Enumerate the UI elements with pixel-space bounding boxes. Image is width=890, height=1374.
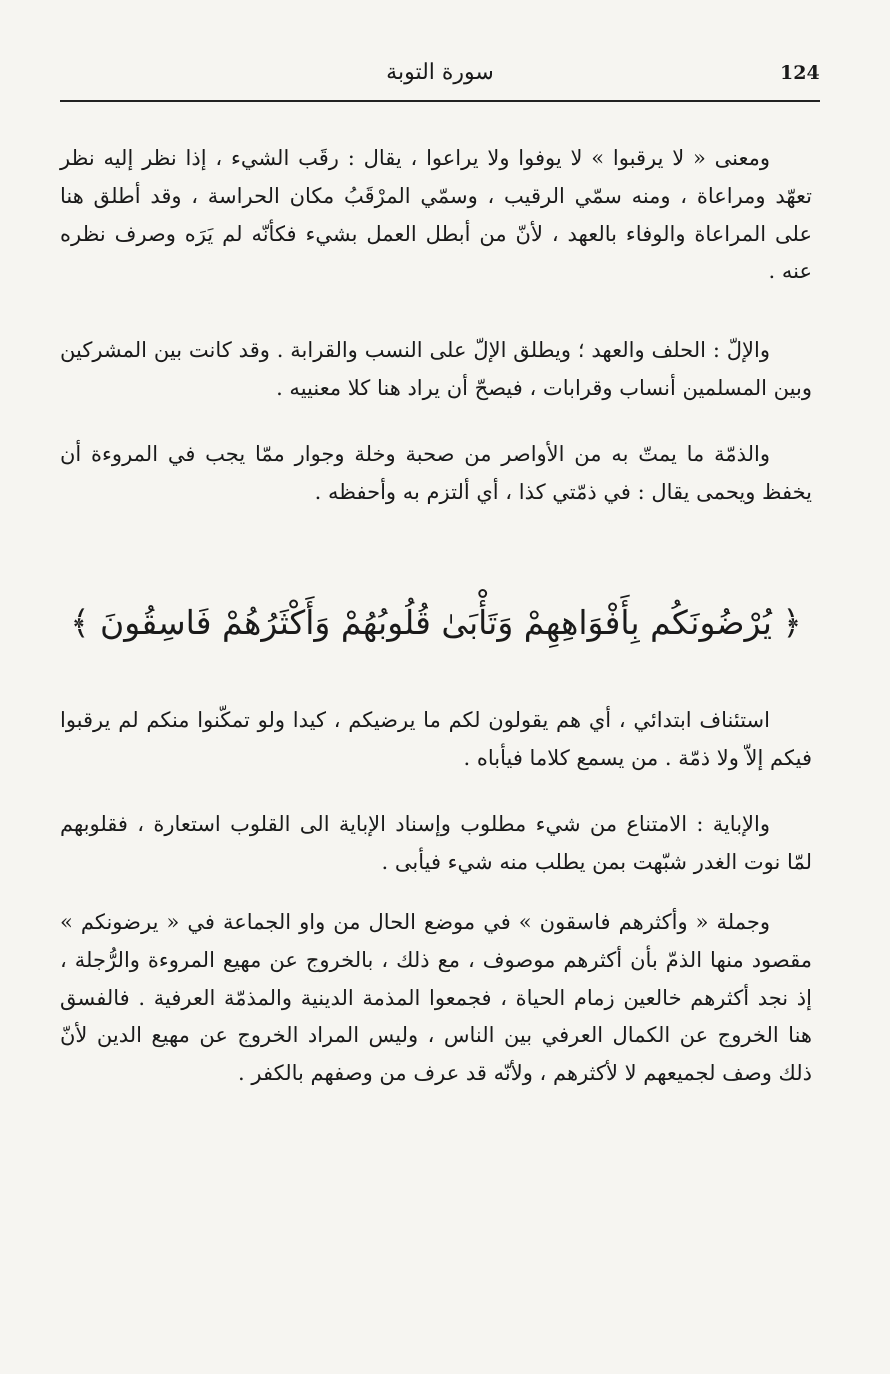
paragraph-jumla bbox=[60, 904, 812, 1093]
quran-verse: ﴿ يُرْضُونَكُم بِأَفْوَاهِهِمْ وَتَأْبَىٰ قُلُوبُهُمْ وَأَكْثَرُهُمْ فَاسِقُونَ ﴾ bbox=[70, 603, 802, 642]
paragraph-text: استئناف ابتدائي ، أي هم يقولون لكم ما يرضيكم ، كيدا ولو تمكّنوا منكم لم يرقبوا فيكم إلاّ ولا ذمّة . من يسمع كلاما فيأباه . bbox=[60, 708, 812, 770]
paragraph-al-dhimma bbox=[60, 436, 812, 512]
page-number: 124 bbox=[780, 62, 820, 84]
paragraph-text: والإلّ : الحلف والعهد ؛ ويطلق الإلّ على النسب والقرابة . وقد كانت بين المشركين وبين المسلمين أنساب وقرابات ، فيصحّ أن يراد هنا كلا معنييه . bbox=[60, 338, 812, 400]
paragraph-meaning-la-yarqubu bbox=[60, 140, 812, 291]
page-header bbox=[60, 56, 820, 102]
paragraph-istinaf bbox=[60, 702, 812, 778]
paragraph-text: ومعنى « لا يرقبوا » لا يوفوا ولا يراعوا ، يقال : رقَب الشيء ، إذا نظر إليه نظر تعهّد ومراعاة ، ومنه سمّي الرقيب ، وسمّي المرْقَبُ مكان الحراسة ، وقد أطلق هنا على المراعاة والوفاء بالعهد ، لأنّ من أبطل العمل بشيء فكأنّه لم يَرَه وصرف نظره عنه . bbox=[60, 146, 812, 284]
paragraph-al-ibaya bbox=[60, 806, 812, 882]
paragraph-text: وجملة « وأكثرهم فاسقون » في موضع الحال من واو الجماعة في « يرضونكم » مقصود منها الذمّ بأن أكثرهم موصوف ، مع ذلك ، بالخروج عن مهيع المروءة والرُّجلة ، إذ نجد أكثرهم خالعين زمام الحياة ، فجمعوا المذمة الدينية والمذمّة العرفية . فالفسق هنا الخروج عن الكمال العرفي بين الناس ، وليس المراد الخروج عن مهيع الدين لأنّ ذلك وصف لجميعهم لا لأكثرهم ، ولأنّه قد عرف من وصفهم بالكفر . bbox=[60, 910, 812, 1086]
surah-title: سورة التوبة bbox=[386, 60, 494, 85]
paragraph-text: والإباية : الامتناع من شيء مطلوب وإسناد الإباية الى القلوب استعارة ، فقلوبهم لمّا نوت الغدر شبّهت بمن يطلب منه شيء فيأبى . bbox=[60, 812, 812, 874]
paragraph-text: والذمّة ما يمتّ به من الأواصر من صحبة وخلة وجوار ممّا يجب في المروءة أن يخفظ ويحمى يقال : في ذمّتي كذا ، أي ألتزم به وأحفظه . bbox=[60, 442, 812, 504]
paragraph-al-ill bbox=[60, 332, 812, 408]
